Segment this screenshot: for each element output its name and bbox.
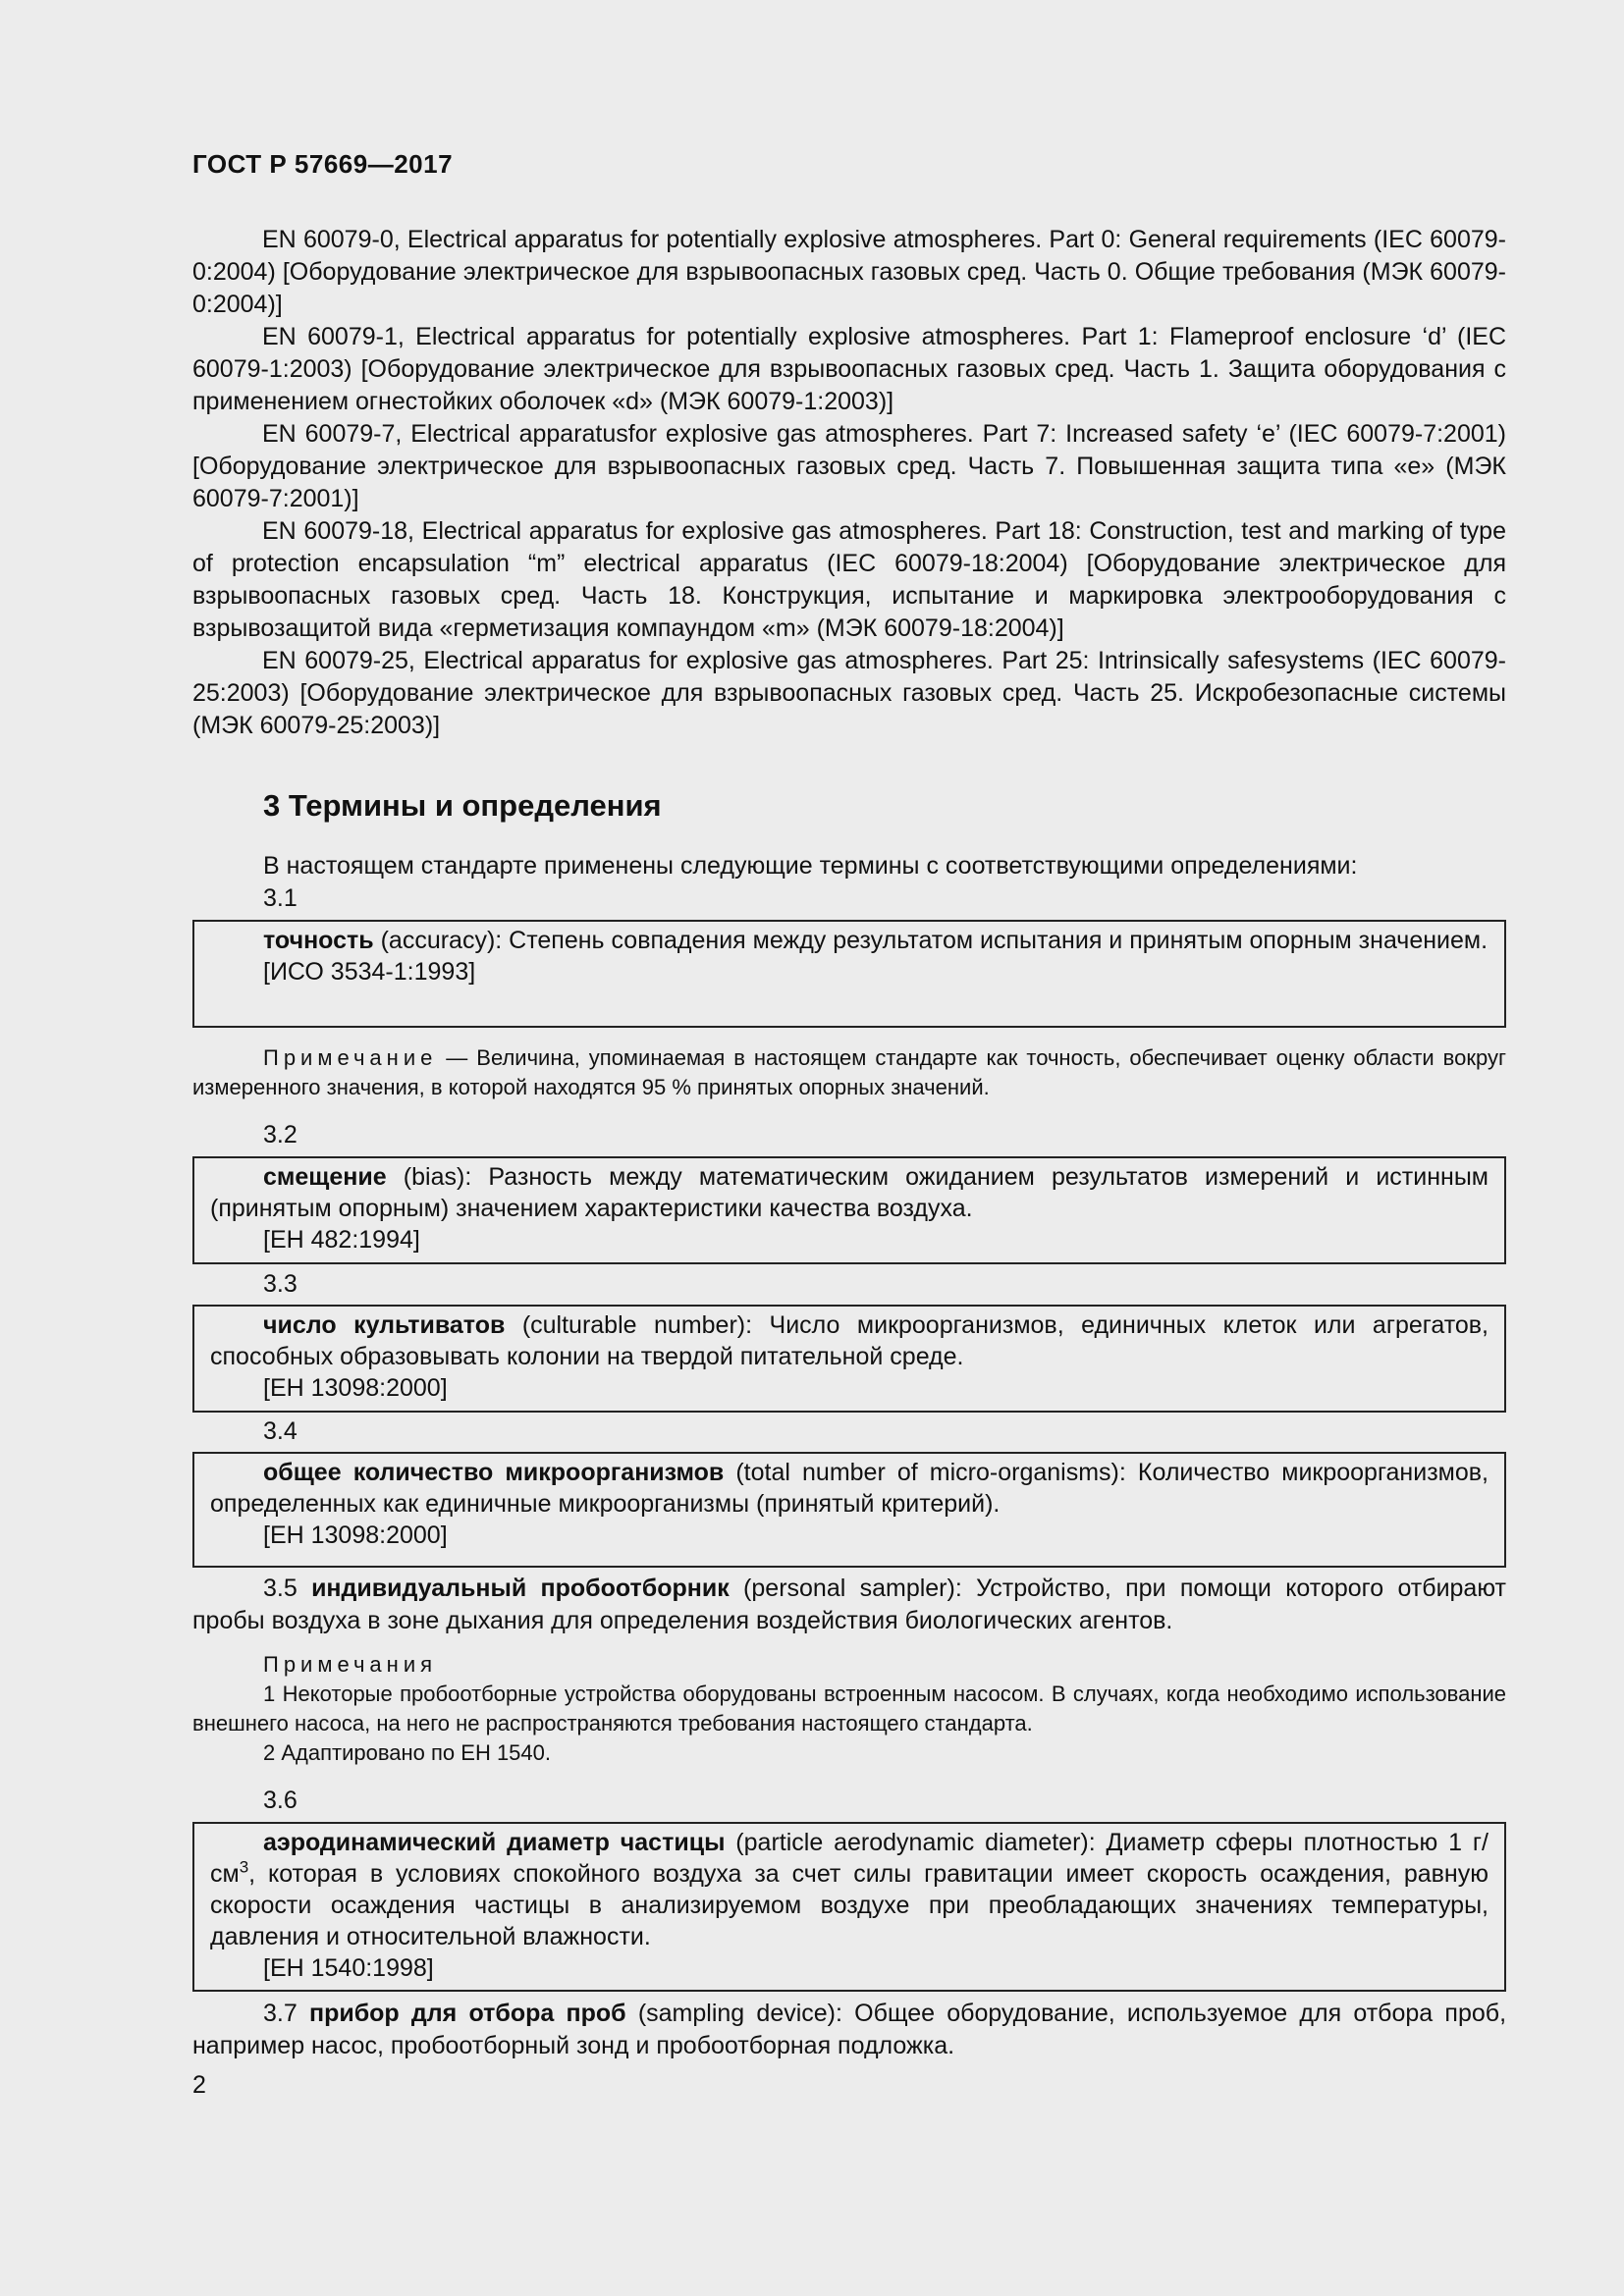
term-name: прибор для отбора проб [308, 2000, 626, 2027]
term-text: , которая в условиях спокойного воздуха за счет силы гравитации имеет скорость осаждения, равную скорости осаждения частицы в анализируемом воздухе при преобладающих значениях температуры, давления и относительной влажности. [210, 1860, 1489, 1950]
term-definition [210, 1827, 1489, 1952]
term-box-culturable [192, 1305, 1506, 1413]
term-number: 3.5 [263, 1575, 312, 1602]
term-definition [210, 1161, 1489, 1224]
term-box-total-microorganisms [192, 1452, 1506, 1568]
term-source: [ЕН 482:1994] [263, 1226, 420, 1254]
reference-item: EN 60079-1, Electrical apparatus for potentially explosive atmospheres. Part 1: Flameproof enclosure ‘d’ (IEC 60079-1:2003) [Оборудование электрическое для взрывоопасных газовых сред. Часть 1. Защита оборудования с применением огнестойких оболочек «d» (МЭК 60079-1:2003)] [192, 323, 1506, 415]
term-text: (culturable number): Число микроорганизмов, единичных клеток или агрегатов, способных образовывать колонии на твердой питательной среде. [210, 1311, 1489, 1370]
term-text: (particle aerodynamic diameter): Диаметр сферы плотностью 1 г/см [210, 1829, 1489, 1888]
section-intro: В настоящем стандарте применены следующие термины с соответствующими определениями: [263, 852, 1358, 880]
reference-item: EN 60079-18, Electrical apparatus for explosive gas atmospheres. Part 18: Construction, test and marking of type of protection encapsulation “m” electrical apparatus (IEC 60079-18:2004) [Оборудование электрическое для взрывоопасных газовых сред. Часть 18. Конструкция, испытание и маркировка электрооборудования с взрывозащитой вида «герметизация компаундом «m» (МЭК 60079-18:2004)] [192, 517, 1506, 642]
term-number: 3.6 [263, 1787, 298, 1814]
term-name: точность [263, 927, 374, 954]
references-list [192, 224, 1506, 742]
term-box-aerodynamic-diameter [192, 1822, 1506, 1992]
term-text: (bias): Разность между математическим ожиданием результатов измерений и истинным (принятым опорным) значением характеристики качества воздуха. [210, 1163, 1489, 1222]
note-accuracy [192, 1043, 1506, 1102]
term-box-bias [192, 1156, 1506, 1264]
term-name: смещение [263, 1163, 387, 1191]
term-number: 3.3 [263, 1270, 298, 1298]
note-label: Примечание [263, 1045, 438, 1070]
term-source: [ИСО 3534-1:1993] [263, 958, 476, 986]
term-text: (total number of micro-organisms): Количество микроорганизмов, определенных как единичные микроорганизмы (принятый критерий). [210, 1459, 1489, 1518]
term-source: [ЕН 13098:2000] [263, 1374, 448, 1402]
term-source: [ЕН 1540:1998] [263, 1954, 434, 1982]
term-number: 3.2 [263, 1121, 298, 1148]
reference-item: EN 60079-25, Electrical apparatus for explosive gas atmospheres. Part 25: Intrinsically safesystems (IEC 60079-25:2003) [Оборудование электрическое для взрывоопасных газовых сред. Часть 25. Искробезопасные системы (МЭК 60079-25:2003)] [192, 647, 1506, 739]
term-number: 3.4 [263, 1417, 298, 1445]
term-name: число культиватов [263, 1311, 506, 1339]
page-number: 2 [192, 2071, 206, 2099]
term-definition [210, 925, 1489, 956]
term-text: (sampling device): Общее оборудование, используемое для отбора проб, например насос, пробоотборный зонд и пробоотборная подложка. [192, 2000, 1507, 2059]
term-number: 3.1 [263, 884, 298, 912]
term-name: аэродинамический диаметр частицы [263, 1829, 726, 1856]
term-text: (accuracy): Степень совпадения между результатом испытания и принятым опорным значением. [373, 927, 1489, 954]
section-title: 3 Термины и определения [263, 788, 662, 823]
note-text: — Величина, упоминаемая в настоящем стандарте как точность, обеспечивает оценку области вокруг измеренного значения, в которой находятся 95 % принятых опорных значений. [192, 1045, 1506, 1099]
term-definition [210, 1309, 1489, 1372]
note-item: 2 Адаптировано по ЕН 1540. [263, 1740, 552, 1765]
term-personal-sampler [192, 1573, 1506, 1637]
notes-personal-sampler [192, 1650, 1506, 1768]
term-text: (personal sampler): Устройство, при помощи которого отбирают пробы воздуха в зоне дыхания для определения воздействия биологических агентов. [192, 1575, 1506, 1634]
term-source: [ЕН 13098:2000] [263, 1522, 448, 1549]
document-header: ГОСТ Р 57669—2017 [192, 149, 454, 179]
term-sampling-device [192, 1998, 1506, 2062]
term-definition [210, 1457, 1489, 1520]
term-box-accuracy [192, 920, 1506, 1028]
notes-heading: Примечания [263, 1652, 438, 1677]
term-name: общее количество микроорганизмов [263, 1459, 725, 1486]
reference-item: EN 60079-7, Electrical apparatusfor explosive gas atmospheres. Part 7: Increased safety ‘e’ (IEC 60079-7:2001) [Оборудование электрическое для взрывоопасных газовых сред. Часть 7. Повышенная защита типа «е» (МЭК 60079-7:2001)] [192, 420, 1506, 512]
term-number: 3.7 [263, 2000, 309, 2027]
note-item: 1 Некоторые пробоотборные устройства оборудованы встроенным насосом. В случаях, когда необходимо использование внешнего насоса, на него не распространяются требования настоящего стандарта. [192, 1682, 1506, 1735]
superscript: 3 [239, 1857, 249, 1877]
term-name: индивидуальный пробоотборник [311, 1575, 730, 1602]
reference-item: EN 60079-0, Electrical apparatus for potentially explosive atmospheres. Part 0: General requirements (IEC 60079-0:2004) [Оборудование электрическое для взрывоопасных газовых сред. Часть 0. Общие требования (МЭК 60079-0:2004)] [192, 226, 1506, 318]
